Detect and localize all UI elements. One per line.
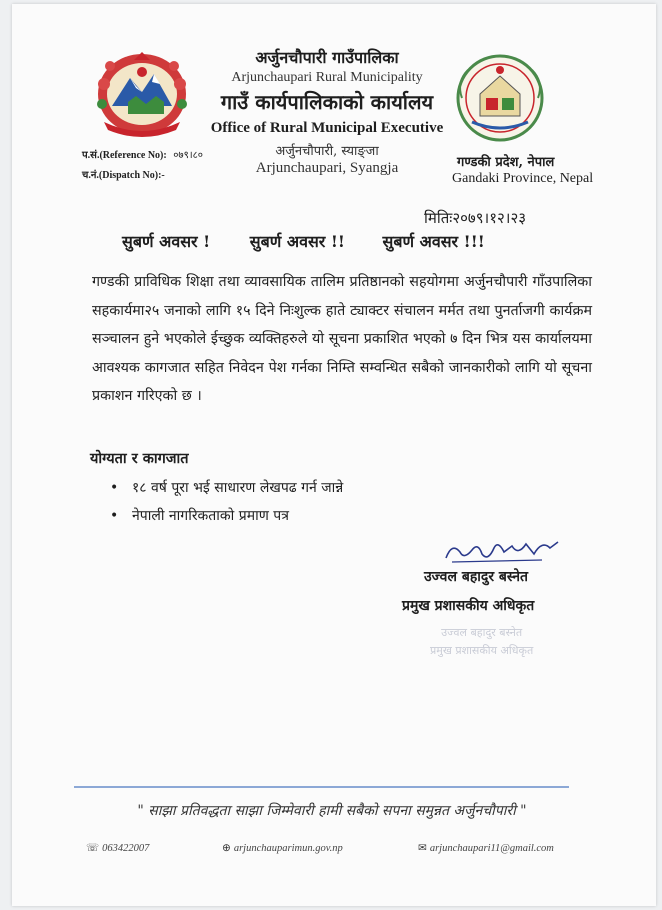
municipality-name-np: अर्जुनचौपारी गाउँपालिका (255, 48, 399, 67)
phone-icon: ☏ (86, 843, 100, 854)
slogan: सुबर्ण अवसर !! (249, 232, 345, 251)
slogan: सुबर्ण अवसर ! (122, 232, 211, 251)
signatory-name: उज्वल बहादुर बस्नेत (424, 569, 529, 585)
reference-value: ०७९।८० (173, 150, 204, 161)
notice-date: मितिः२०७९।१२।२३ (424, 209, 527, 227)
contact-email[interactable]: ✉ arjunchaupari11@gmail.com (418, 843, 554, 854)
mail-icon: ✉ (418, 843, 427, 854)
official-stamp: उज्वल बहादुर बस्नेत प्रमुख प्रशासकीय अधिकृत (430, 626, 534, 657)
requirements-heading: योग्यता र कागजात (90, 450, 189, 467)
reference-label: प.सं.(Reference No): (82, 150, 167, 161)
bullet-icon: • (110, 480, 119, 496)
reference-number (82, 147, 203, 161)
province-np: गण्डकी प्रदेश, नेपाल (457, 155, 555, 170)
list-item: • १८ वर्ष पूरा भई साधारण लेखपढ गर्न जान्ने (110, 474, 343, 502)
globe-icon: ⊕ (222, 843, 231, 854)
address-en: Arjunchaupari, Syangja (255, 160, 399, 176)
dispatch-number: च.नं.(Dispatch No):- (82, 170, 165, 181)
contact-website[interactable]: ⊕ arjunchauparimun.gov.np (222, 843, 343, 854)
province-en: Gandaki Province, Nepal (452, 171, 594, 186)
notice-page (12, 4, 656, 906)
bullet-icon: • (110, 508, 119, 524)
requirements-list (110, 474, 343, 530)
notice-body: गण्डकी प्राविधिक शिक्षा तथा व्यावसायिक तालिम प्रतिष्ठानको सहयोगमा अर्जुनचौपारी गाँउपालिका सहकार्यमा२५ जनाको लागि १५ दिने निःशुल्क हाते ट्याक्टर संचालन मर्मत तथा पुनर्ताजगी कार्यक्रम सञ्चालन हुने भएकोले ईच्छुक व्यक्तिहरुले यो सूचना प्रकाशित भएको ७ दिन भित्र यस कार्यालयमा आवश्यक कागजात सहित निवेदन पेश गर्नका निम्ति सम्वन्धित सबैको जानकारीको लागि यो सूचना प्रकाशन गरिएको छ । (92, 274, 592, 404)
slogan: सुबर्ण अवसर !!! (382, 232, 485, 251)
list-item: • नेपाली नागरिकताको प्रमाण पत्र (110, 502, 343, 530)
address-np: अर्जुनचौपारी, स्याङ्जा (275, 144, 379, 159)
signatory-title: प्रमुख प्रशासकीय अधिकृत (402, 598, 535, 614)
footer-rule (74, 786, 569, 788)
contact-phone: ☏ 063422007 (86, 843, 150, 854)
slogan-row (122, 230, 622, 252)
municipality-name-en: Arjunchaupari Rural Municipality (231, 70, 423, 85)
footer-motto: " साझा प्रतिवद्धता साझा जिम्मेवारी हामी सबैको सपना समुन्नत अर्जुनचौपारी " (137, 803, 527, 819)
office-name-en: Office of Rural Municipal Executive (210, 120, 444, 136)
office-name-np: गाउँ कार्यपालिकाको कार्यालय (220, 90, 434, 114)
